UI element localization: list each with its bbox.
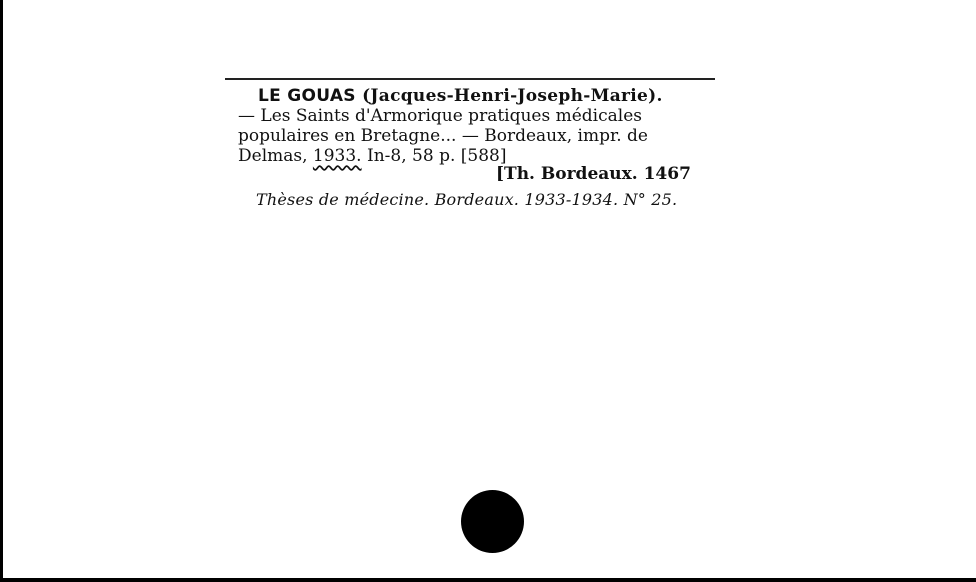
format-pages: In-8, 58 p. [588]: [367, 146, 507, 166]
header-rule: [225, 78, 715, 80]
publication-year: 1933.: [312, 146, 362, 166]
title-text-2: populaires en Bretagne... — Bordeaux, impr. de: [238, 126, 648, 146]
source-citation: Thèses de médecine. Bordeaux. 1933-1934. N° 25.: [256, 190, 678, 209]
author-surname: LE GOUAS: [258, 86, 356, 106]
catalog-entry: [238, 86, 716, 210]
title-line-2: [238, 126, 716, 146]
thesis-reference: [Th. Bordeaux. 1467: [496, 164, 691, 184]
publisher-name: Delmas,: [238, 146, 308, 166]
punch-hole: [461, 490, 524, 553]
author-given-names: (Jacques-Henri-Joseph-Marie).: [362, 86, 663, 106]
title-line-1: [238, 106, 716, 126]
card-left-edge: [0, 0, 3, 582]
title-text-1: — Les Saints d'Armorique pratiques médicales: [238, 106, 642, 126]
entry-heading: [238, 86, 716, 106]
imprint-line: [238, 146, 716, 166]
card-bottom-edge: [0, 578, 976, 582]
